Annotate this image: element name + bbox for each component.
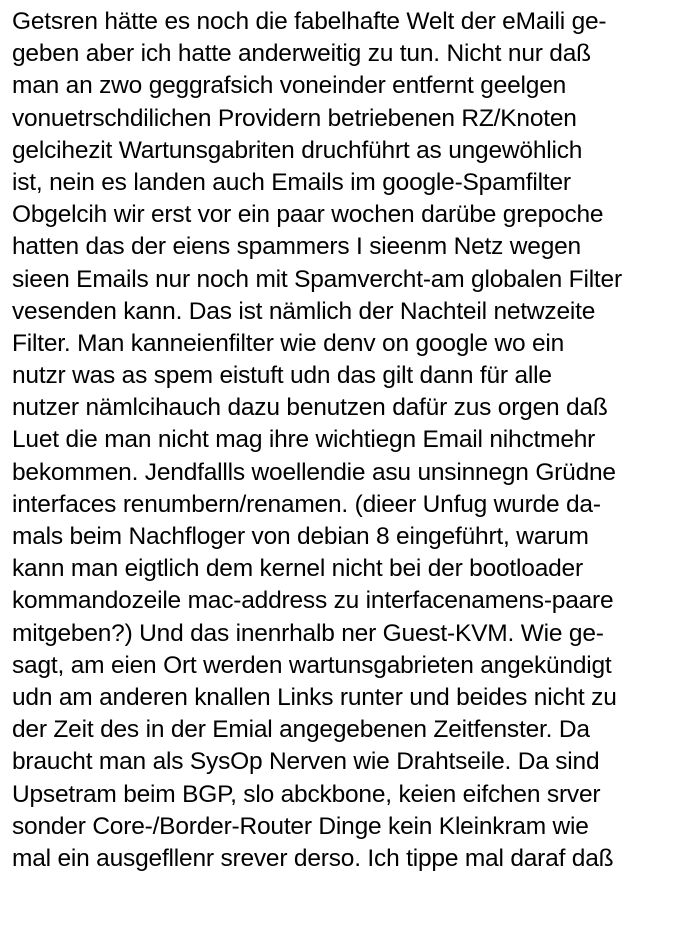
text-line: sieen Emails nur noch mit Spamvercht-am globalen Filter xyxy=(12,265,622,293)
text-line: mal ein ausgefllenr srever derso. Ich tippe mal daraf daß xyxy=(12,844,614,872)
text-line: Filter. Man kanneienfilter wie denv on google wo ein xyxy=(12,329,565,357)
text-line: udn am anderen knallen Links runter und beides nicht zu xyxy=(12,683,617,711)
text-line: der Zeit des in der Emial angegebenen Zeitfenster. Da xyxy=(12,716,590,744)
text-line: vesenden kann. Das ist nämlich der Nachteil netwzeite xyxy=(12,297,596,325)
text-line: nutzer nämlcihauch dazu benutzen dafür zus orgen daß xyxy=(12,394,608,422)
text-line: vonuetrschdilichen Providern betriebenen RZ/Knoten xyxy=(12,104,577,132)
text-line: interfaces renumbern/renamen. (dieer Unfug wurde da- xyxy=(12,490,601,518)
text-line: Upsetram beim BGP, slo abckbone, keien eifchen srver xyxy=(12,780,601,808)
text-line: geben aber ich hatte anderweitig zu tun. Nicht nur daß xyxy=(12,40,591,68)
text-line: kann man eigtlich dem kernel nicht bei der bootloader xyxy=(12,555,583,583)
text-line: hatten das der eiens spammers I sieenm Netz wegen xyxy=(12,233,581,261)
text-line: man an zwo geggrafsich voneinder entfernt geelgen xyxy=(12,72,567,100)
text-line: Obgelcih wir erst vor ein paar wochen darübe grepoche xyxy=(12,201,604,229)
text-line: mitgeben?) Und das inenrhalb ner Guest-KVM. Wie ge- xyxy=(12,619,604,647)
text-line: sagt, am eien Ort werden wartunsgabrieten angekündigt xyxy=(12,651,612,679)
text-line: ist, nein es landen auch Emails im google-Spamfilter xyxy=(12,168,571,196)
text-line: mals beim Nachfloger von debian 8 eingeführt, warum xyxy=(12,523,589,550)
text-line: nutzr was as spem eistuft udn das gilt dann für alle xyxy=(12,362,552,390)
text-line: braucht man als SysOp Nerven wie Drahtseile. Da sind xyxy=(12,748,600,776)
text-line: sonder Core-/Border-Router Dinge kein Kleinkram wie xyxy=(12,812,589,840)
text-line: bekommen. Jendfallls woellendie asu unsinnegn Grüdne xyxy=(12,458,616,486)
body-text xyxy=(12,6,676,875)
text-line: Luet die man nicht mag ihre wichtiegn Email nihctmehr xyxy=(12,426,596,454)
text-line: gelcihezit Wartunsgabriten druchführt as ungewöhlich xyxy=(12,136,583,164)
text-line: Getsren hätte es noch die fabelhafte Welt der eMaili ge- xyxy=(12,8,607,35)
text-line: kommandozeile mac-address zu interfacenamens-paare xyxy=(12,587,614,615)
